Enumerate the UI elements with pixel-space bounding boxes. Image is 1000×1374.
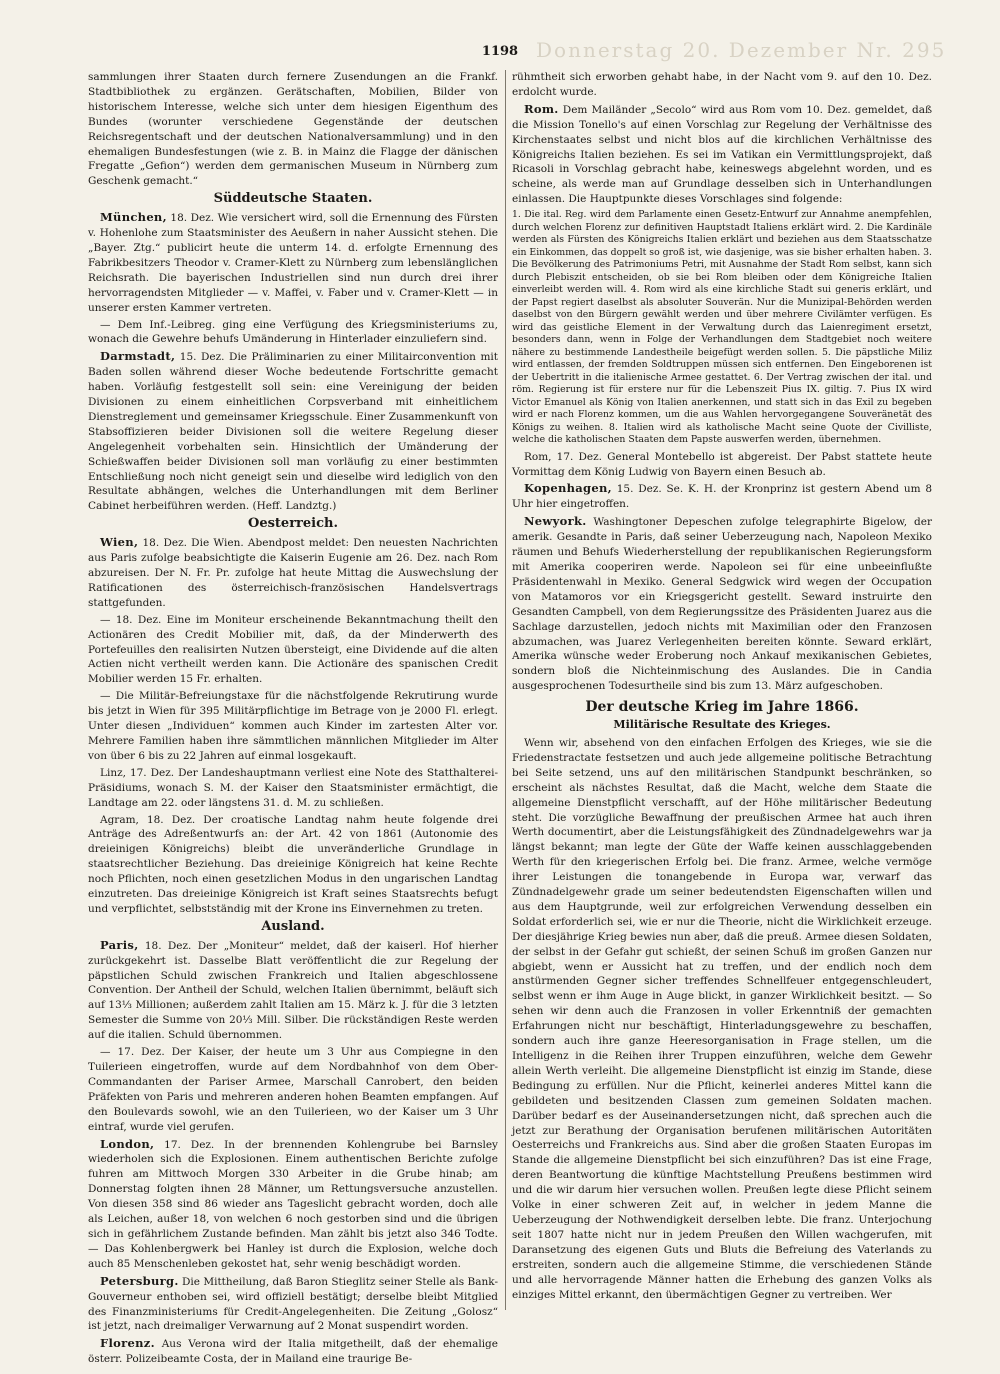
article-rom: [512, 102, 932, 207]
article-wien-3: — Die Militär-Befreiungstaxe für die nächstfolgende Rekrutirung wurde bis jetzt in Wien für 395 Militärpflichtige im Betrage von je 2000 Fl. erlegt. Unter diesen „Individuen“ kommen auch Kinder im zartesten Alter vor. Mehrere Familien haben ihre sämmtlichen männlichen Mitglieder im Alter von über 6 bis zu 22 Jahren auf einmal losgekauft.: [88, 690, 498, 762]
article-rom-2: Rom, 17. Dez. General Montebello ist abgereist. Der Pabst stattete heute Vormittag dem König Ludwig von Bayern einen Besuch ab.: [512, 450, 932, 478]
article-krieg: Wenn wir, absehend von den einfachen Erfolgen des Krieges, wie sie die Friedenstractate festsetzen und auch jede allgemeine politische Betrachtung bei Seite setzend, uns auf den militärischen Standpunkt beschränken, so erscheint als nächstes Resultat, daß die Macht, welche dem Staate die allgemeine Dienstpflicht verschafft, auf der Höhe militärischer Bedeutung steht. Die vorzügliche Bewaffnung der preußischen Armee hat auch ihren Werth documentirt, aber die Leistungsfähigkeit des Zündnadelgewehrs war ja längst bekannt; man legte der Güte der Waffe keinen ausschlaggebenden Werth für den kriegerischen Erfolg bei. Die franz. Armee, welche vermöge ihrer Leistungen die tonangebende in Europa war, verwarf das Zündnadelgewehr grade um seiner bedeutendsten Eigenschaften willen und aus dem Hauptgrunde, weil zur erfolgreichen Verwendung desselben ein Soldat erforderlich sei, wie er nur die Theorie, nicht die Wirklichkeit erzeuge. Der diesjährige Krieg bewies nun aber, daß die preuß. Armee diesen Soldaten, der selbst in der Gefahr gut schießt, der seinen Schuß im großen Ganzen nur abgiebt, wenn er Aussicht hat zu treffen, und der endlich noch dem anstürmenden Gegner sicher treffendes Schnellfeuer entgegenschleudert, selbst wenn er ihm Auge in Auge blickt, in ganzer Wirklichkeit besitzt. — So sehen wir denn auch die Franzosen in voller Erkenntniß der gemachten Erfahrungen nicht nur beschäftigt, Hinterladungsgewehre zu beschaffen, sondern auch ihre ganze Heeresorganisation in Frage stellen, um die Intelligenz in die Reihen ihrer Truppen einzuführen, welche dem Gewehr allein Werth verleiht. Die allgemeine Dienstpflicht ist einzig im Stande, diese Bedingung zu erfüllen. Nur die Pflicht, keinerlei anderes Mittel kann die gebildeten und besitzenden Classen zum gemeinen Soldaten machen. Darüber bedarf es der Auseinandersetzungen nicht, daß sprechen auch die jetzt zur Berathung der Organisation berufenen militärischen Autoritäten Oesterreichs und Frankreichs aus. Sind aber die großen Staaten Europas im Stande die allgemeine Dienstpflicht bei sich einzuführen? Das ist eine Frage, deren Beantwortung die künftige Machtstellung Preußens bestimmen wird und die wir darum hier versuchen wollen. Preußen legte diese Pflicht seinem Volke in einer schweren Zeit auf, in welcher in jedem Manne die Ueberzeugung der Nothwendigkeit derselben lebte. Die franz. Unterjochung seit 1807 hatte nicht nur in jedem Preußen den Willen wachgerufen, mit Daransetzung des eigenen Guts und Bluts die Befreiung des Vaterlands zu erstreiten, sondern auch die allgemeine Stimme, die verschiedenen Stände und alle hervorragende Männer hatten die Erhebung des ganzen Volks als einziges Mittel erkannt, den übermächtigen Gegner zu vertreiben. Wer: [512, 736, 932, 1301]
article-wien-2: — 18. Dez. Eine im Moniteur erscheinende Bekanntmachung theilt den Actionären des Credit Mobilier mit, daß, da der Minderwerth des Portefeuilles den realisirten Nutzen übersteigt, eine Dividende auf die alten Actien nicht vertheilt werden kann. Die Actionäre des spanischen Credit Mobilier werden 15 Fr. erhalten.: [88, 613, 498, 686]
section-heading-oesterreich: Oesterreich.: [248, 516, 338, 532]
article-continuation: sammlungen ihrer Staaten durch fernere Zusendungen an die Frankf. Stadtbibliothek zu ergänzen. Gerätschaften, Mobilien, Bilder von historischem Interesse, welche sich unter dem hiesigen Eigenthum des Bundes (worunter verschiedene Gegenstände der deutschen Reichsregentschaft und der deutschen Nationalversammlung) und in den ehemaligen Bundesfestungen (wie z. B. in Mainz die Flagge der dänischen Fregatte „Gefion“) werden dem germanischen Museum in Nürnberg zum Geschenk gemacht.“: [88, 71, 498, 188]
article-text: 15. Dez. Se. K. H. der Kronprinz ist gestern Abend um 8 Uhr hier eingetroffen.: [512, 483, 932, 511]
section-heading-deutscher-krieg: Der deutsche Krieg im Jahre 1866.: [585, 699, 859, 716]
page-number: 1198: [481, 44, 519, 59]
article-text: 15. Dez. Die Präliminarien zu einer Militairconvention mit Baden sollen während dieser Woche bedeutende Fortschritte gemacht haben. Vorläufig festgestellt soll sein: eine Vereinigung der beiden Divisionen zu einem einheitlichen Corpsverband mit einheitlichem Dienstreglement und gemeinsamer Kriegsschule. Einer Zusammenkunft von Stabsoffizieren beider Divisionen soll die weitere Regelung dieser Angelegenheit vorbehalten sein. Hinsichtlich der Umänderung der Schießwaffen beider Divisionen soll man vorläufig zu einer bestimmten Entschließung noch nicht geneigt sein und dieselbe wird lediglich von den Resultate abhängen, welches die Unterhandlungen mit dem Berliner Cabinet herbeiführen werden. (Heff. Landztg.): [88, 351, 498, 513]
article-text: 18. Dez. Wie versichert wird, soll die Ernennung des Fürsten v. Hohenlohe zum Staatsminister des Aeußern in naher Aussicht stehen. Die „Bayer. Ztg.“ publicirt heute die unterm 14. d. erfolgte Ernennung des Fabrikbesitzers Theodor v. Cramer-Klett zu Nürnberg zum lebenslänglichen Reichsrath. Die bayerischen Industriellen sind nun durch drei ihrer hervorragendsten Mitglieder — v. Maffei, v. Faber und v. Cramer-Klett — in unserer ersten Kammer vertreten.: [88, 212, 498, 314]
section-heading-ausland: Ausland.: [261, 918, 325, 934]
dateline-place: Kopenhagen,: [524, 481, 612, 496]
section-heading-sueddeutsche-staaten: Süddeutsche Staaten.: [213, 191, 373, 207]
proposal-points-list: [512, 209, 932, 447]
article-newyork: [512, 514, 932, 694]
dateline-place: Darmstadt,: [100, 349, 176, 364]
article-text: 18. Dez. Die Wien. Abendpost meldet: Den neuesten Nachrichten aus Paris zufolge beabsichtigte die Kaiserin Eugenie am 26. Dez. nach Rom abzureisen. Der N. Fr. Pr. zufolge hat heute Mittag die Auswechslung der Ratificationen des österreichisch-französischen Handelsvertrags stattgefunden.: [88, 537, 498, 609]
column-divider: [505, 70, 506, 1310]
article-darmstadt: [88, 349, 498, 514]
section-subheading: Militärische Resultate des Krieges.: [613, 718, 831, 732]
article-text: Washingtoner Depeschen zufolge telegraphirte Bigelow, der amerik. Gesandte in Paris, daß seiner Ueberzeugung nach, Napoleon Mexiko räumen und Behufs Wiederherstellung der republikanischen Regierungsform mit Amerika cooperiren werde. Napoleon sei für eine unbeeinflußte Präsidentenwahl in Mexiko. General Sedgwick wird wegen der Occupation von Matamoros vor ein Kriegsgericht gestellt. Seward instruirte den Gesandten Campbell, von dem Regierungssitze des Präsidenten Juarez aus die Sachlage darzustellen, jedoch nichts mit Maximilian oder den Franzosen abzumachen, was Juarez Verlegenheiten bereiten könnte. Seward erklärt, Amerika wünsche weder Eroberung noch Ankauf mexikanischen Gebietes, sondern bloß die Nichteinmischung des Auslandes. Die in Candia ausgesprochenen Todesurtheile sind bis zum 13. März aufgeschoben.: [512, 516, 932, 693]
article-text: Die Mittheilung, daß Baron Stieglitz seiner Stelle als Bank-Gouverneur enthoben sei, wird offiziell bestätigt; derselbe bleibt Mitglied des Finanzministeriums für Credit-Angelegenheiten. Die Zeitung „Golosz“ ist jetzt, nach dreimaliger Verwarnung auf 2 Monat suspendirt worden.: [88, 1275, 498, 1333]
article-text: Dem Mailänder „Secolo“ wird aus Rom vom 10. Dez. gemeldet, daß die Mission Tonello's auf einen Vorschlag zur Regelung der Verhältnisse des Kirchenstaates selbst und nicht blos auf die kirchlichen Verhältnisse des Königreichs Italien beziehen. Es sei im Vatikan ein Vermittlungsprojekt, daß Ricasoli in Vorschlag gebracht habe, keineswegs abgelehnt worden, und es scheine, als werde man auf Grundlage desselben sich in Unterhandlungen einlassen. Die Hauptpunkte dieses Vorschlages sind folgende:: [512, 103, 932, 206]
dateline-place: München,: [100, 210, 167, 225]
article-kopenhagen: [512, 481, 932, 512]
right-column: [512, 70, 932, 1304]
article-paris: [88, 938, 498, 1043]
dateline-place: London,: [100, 1136, 155, 1151]
article-agram: Agram, 18. Dez. Der croatische Landtag nahm heute folgende drei Anträge des Adreßentwurfs an: der Art. 42 von 1861 (Autonomie des dreieinigen Königreichs) bleibt die unveränderliche Grundlage in staatsrechtlicher Beziehung. Das dreieinige Königreich hat keine Rechte noch Pflichten, noch einen gesetzlichen Modus in den ungarischen Landtag einzutreten. Das dreieinige Königreich ist Kraft seines Staatsrechts befugt und verpflichtet, selbstständig mit der Krone ins Einvernehmen zu treten.: [88, 813, 498, 915]
dateline-place: Paris,: [100, 937, 139, 952]
dateline-place: Rom.: [524, 101, 559, 116]
left-column: [88, 70, 498, 1369]
dateline-place: Newyork.: [524, 514, 587, 529]
dateline-place: Petersburg.: [100, 1273, 179, 1288]
article-petersburg: [88, 1274, 498, 1335]
article-text: 18. Dez. Der „Moniteur“ meldet, daß der kaiserl. Hof hierher zurückgekehrt ist. Dasselbe Blatt veröffentlicht die zur Regelung der päpstlichen Schuld zwischen Frankreich und Italien abgeschlossene Convention. Der Antheil der Schuld, welchen Italien übernimmt, beläuft sich auf 13⅓ Millionen; außerdem zahlt Italien am 15. März k. J. für die 3 letzten Semester die Summe von 20⅓ Mill. Silber. Die rückständigen Reste werden auf die italien. Schuld übernommen.: [88, 939, 498, 1042]
article-continuation: rühmtheit sich erworben gehabt habe, in der Nacht vom 9. auf den 10. Dez. erdolcht wurde.: [512, 71, 932, 98]
article-paris-2: — 17. Dez. Der Kaiser, der heute um 3 Uhr aus Compiegne in den Tuilerieen eingetroffen, wurde auf dem Nordbahnhof von dem Ober-Commandanten der Pariser Armee, Marschall Canrobert, den beiden Präfekten von Paris und mehreren anderen hohen Beamten empfangen. Auf den Boulevards sowohl, wie an den Tuilerieen, wo der Kaiser um 3 Uhr eintraf, wurde viel gerufen.: [88, 1046, 498, 1133]
article-florenz: [88, 1336, 498, 1367]
article-london: [88, 1137, 498, 1272]
article-muenchen: [88, 210, 498, 315]
dateline-place: Wien,: [100, 535, 139, 550]
article-text: Aus Verona wird der Italia mitgetheilt, daß der ehemalige österr. Polizeibeamte Costa, der in Mailand eine traurige Be-: [88, 1338, 498, 1366]
dateline-place: Florenz.: [100, 1336, 155, 1351]
article-text: 17. Dez. In der brennenden Kohlengrube bei Barnsley wiederholen sich die Explosionen. Einem authentischen Berichte zufolge fuhren am Mittwoch Morgen 330 Arbeiter in die Grube hinab; am Donnerstag folgten ihnen 28 Männer, um Rettungsversuche anzustellen. Von diesen 358 sind 86 wieder ans Tageslicht gebracht worden, doch alle als Leichen, außer 18, von welchen 6 noch gestorben sind und die übrigen sich in gefährlichem Zustande befinden. Man zählt bis jetzt also 346 Todte. — Das Kohlenbergwerk bei Hanley ist durch die Explosion, welche doch auch 85 Menschenleben gekostet hat, sehr wenig beschädigt worden.: [88, 1138, 498, 1270]
list-item: 1. Die ital. Reg. wird dem Parlamente einen Gesetz-Entwurf zur Annahme anempfehlen, durch welchen Florenz zur definitiven Hauptstadt Italiens erklärt wird. 2. Die Kardinäle werden als Fürsten des Königreichs Italien erklärt und beziehen aus dem Staatsschatze ein Einkommen, das doppelt so groß ist, wie dasjenige, was sie bisher erhalten haben. 3. Die Bevölkerung des Patrimoniums Petri, mit Ausnahme der Stadt Rom selbst, kann sich durch Plebiszit entscheiden, ob sie bei Rom bleiben oder dem Königreiche Italien einverleibt werden will. 4. Rom wird als eine kirchliche Stadt sui generis erklärt, und der Papst regiert daselbst als absoluter Souverän. Nur die Munizipal-Behörden werden daselbst von den Bürgern gewählt werden und über mehrere Civilämter verfügen. Es wird das geistliche Element in der Verwaltung durch das Laienregiment ersetzt, besonders dann, wenn in Folge der Verhandlungen dem Stadtgebiet noch weitere nähere zu bestimmende Landestheile beigefügt werden sollen. 5. Die päpstliche Miliz wird entlassen, der fremden Soldtruppen müssen sich entfernen. Den Eingeborenen ist der Uebertritt in die italienische Armee gestattet. 6. Der Vertrag zwischen der ital. und röm. Regierung ist für erstere nur für die Lebenszeit Pius IX. giltig. 7. Pius IX wird Victor Emanuel als König von Italien anerkennen, und statt sich in das Exil zu begeben wird er nach Florenz kommen, um die aus Wahlen hervorgegangene Souveränetät des Königs zu weihen. 8. Italien wird als katholische Macht seine Quote der Civilliste, welche die katholischen Staaten dem Papste auswerfen werden, übernehmen.: [512, 209, 932, 446]
article-wien: [88, 535, 498, 611]
show-through-header: Donnerstag 20. Dezember Nr. 295: [536, 38, 947, 62]
article-linz: Linz, 17. Dez. Der Landeshauptmann verliest eine Note des Statthalterei-Präsidiums, wonach S. M. der Kaiser den Staatsminister ermächtigt, die Landtage am 22. oder längstens 31. d. M. zu schließen.: [88, 766, 498, 809]
article-muenchen-2: — Dem Inf.-Leibreg. ging eine Verfügung des Kriegsministeriums zu, wonach die Gewehre behufs Umänderung in Hinterlader einzuliefern sind.: [88, 318, 498, 346]
